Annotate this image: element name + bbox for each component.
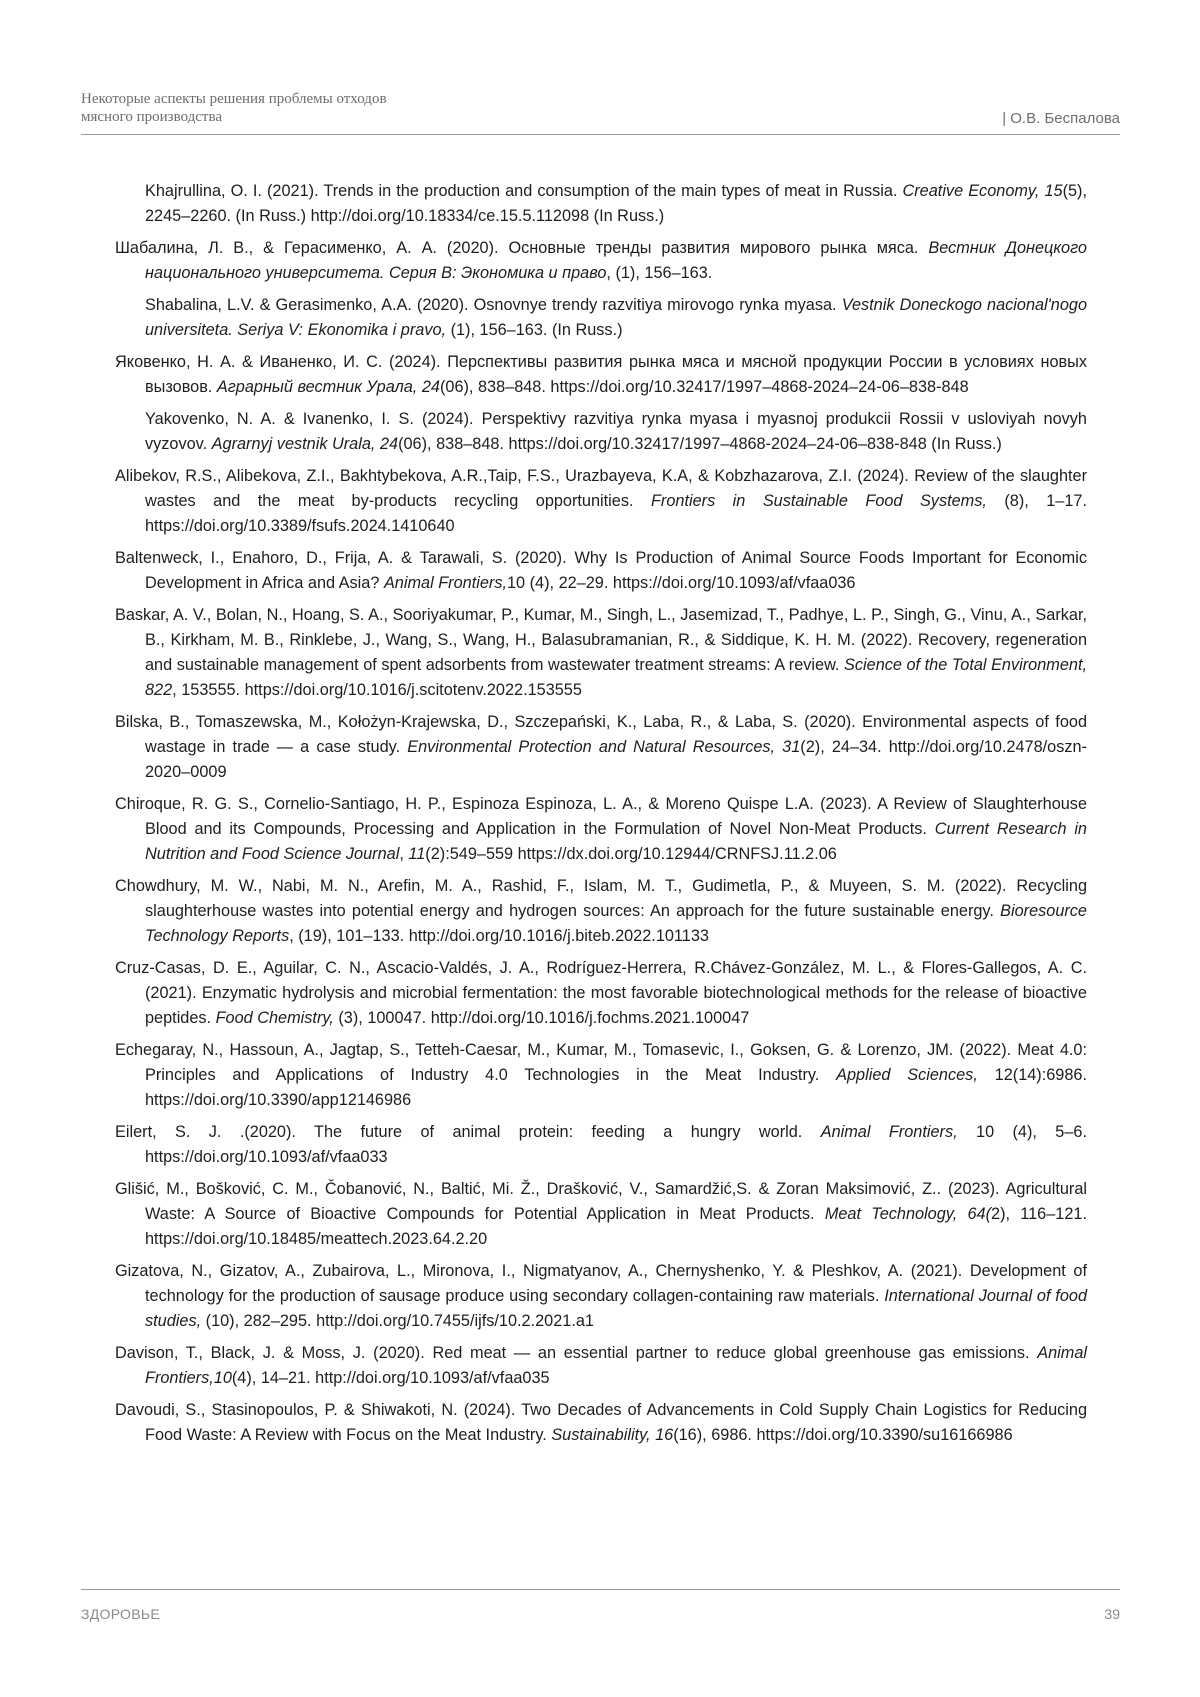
reference-text: Яковенко, Н. А. & Иваненко, И. С. (2024). Перспективы развития рынка мяса и мясной продукции России в условиях новых вызовов. — [115, 353, 1087, 396]
reference-entry — [115, 464, 1087, 539]
reference-italic-text: Sustainability, 16 — [551, 1426, 674, 1444]
reference-text: Khajrullina, O. I. (2021). Trends in the production and consumption of the main types of meat in Russia. — [145, 182, 903, 200]
reference-text: Yakovenko, N. A. & Ivanenko, I. S. (2024). Perspektivy razvitiya rynka myasa i myasnoj produkcii Rossii v usloviyah novyh vyzovov. — [145, 410, 1087, 453]
reference-entry — [115, 350, 1087, 400]
reference-text: (16), 6986. https://doi.org/10.3390/su16166986 — [673, 1426, 1013, 1444]
reference-italic-text: Current Research in Nutrition and Food Science Journal — [145, 820, 1087, 863]
reference-text: Echegaray, N., Hassoun, A., Jagtap, S., Tetteh-Caesar, M., Kumar, M., Tomasevic, I., Goksen, G. & Lorenzo, JM. (2022). Meat 4.0: Principles and Applications of Industry 4.0 Technologies in the Meat Industry. — [115, 1041, 1087, 1084]
reference-entry — [115, 179, 1087, 229]
reference-list — [115, 179, 1087, 1455]
reference-text: 12(14):6986. https://doi.org/10.3390/app12146986 — [145, 1066, 1087, 1109]
article-title-line-2: мясного производства — [81, 109, 223, 125]
reference-italic-text: Animal Frontiers, — [383, 574, 507, 592]
reference-entry — [115, 236, 1087, 286]
reference-italic-text: Meat Technology, 64( — [824, 1205, 992, 1223]
reference-italic-text: 11 — [408, 845, 426, 863]
reference-entry — [115, 603, 1087, 703]
reference-italic-text: International Journal of food studies, — [145, 1287, 1087, 1330]
page-number: 39 — [1104, 1606, 1120, 1622]
reference-text: Шабалина, Л. В., & Герасименко, А. А. (2020). Основные тренды развития мирового рынка мяса. — [115, 239, 929, 257]
reference-text: , — [399, 845, 409, 863]
reference-text: (8), 1–17. https://doi.org/10.3389/fsufs.2024.1410640 — [145, 492, 1088, 535]
reference-text: (4), 14–21. http://doi.org/10.1093/af/vfaa035 — [231, 1369, 550, 1387]
reference-entry — [115, 1038, 1087, 1113]
reference-italic-text: Animal Frontiers,10 — [145, 1344, 1087, 1387]
reference-text: Shabalina, L.V. & Gerasimenko, A.A. (2020). Osnovnye trendy razvitiya mirovogo rynka myasa. — [145, 296, 842, 314]
reference-text: Bilska, B., Tomaszewska, M., Kołożyn-Krajewska, D., Szczepański, K., Laba, R., & Laba, S. (2020). Environmental aspects of food wastage in trade — a case study. — [115, 713, 1087, 756]
article-title-line-1: Некоторые аспекты решения проблемы отходов — [81, 91, 387, 107]
reference-text: Glišić, M., Bošković, C. M., Čobanović, N., Baltić, Mi. Ž., Drašković, V., Samardžić,S. & Zoran Maksimović, Z.. (2023). Agricultural Waste: A Source of Bioactive Compounds for Potential Application in Meat Products. — [115, 1180, 1087, 1223]
reference-entry — [115, 293, 1087, 343]
reference-text: , 153555. https://doi.org/10.1016/j.scitotenv.2022.153555 — [172, 681, 582, 699]
reference-text: (06), 838–848. https://doi.org/10.32417/1997–4868-2024–24-06–838-848 (In Russ.) — [398, 435, 1002, 453]
reference-text: Davison, T., Black, J. & Moss, J. (2020). Red meat — an essential partner to reduce global greenhouse gas emissions. — [115, 1344, 1038, 1362]
reference-italic-text: Bioresource Technology Reports — [145, 902, 1087, 945]
reference-text: (2):549–559 https://dx.doi.org/10.12944/CRNFSJ.11.2.06 — [425, 845, 837, 863]
journal-section: ЗДОРОВЬЕ — [81, 1606, 161, 1622]
reference-entry — [115, 1177, 1087, 1252]
reference-italic-text: Frontiers in Sustainable Food Systems, — [650, 492, 987, 510]
reference-text: Baltenweck, I., Enahoro, D., Frija, A. & Tarawali, S. (2020). Why Is Production of Animal Source Foods Important for Economic Development in Africa and Asia? — [115, 549, 1087, 592]
reference-text: (5), 2245–2260. (In Russ.) http://doi.org/10.18334/ce.15.5.112098 (In Russ.) — [145, 182, 1087, 225]
reference-text: Davoudi, S., Stasinopoulos, P. & Shiwakoti, N. (2024). Two Decades of Advancements in Cold Supply Chain Logistics for Reducing Food Waste: A Review with Focus on the Meat Industry. — [115, 1401, 1087, 1444]
reference-italic-text: Creative Economy, 15 — [902, 182, 1063, 200]
reference-text: Chiroque, R. G. S., Cornelio-Santiago, H. P., Espinoza Espinoza, L. A., & Moreno Quispe L.A. (2023). A Review of Slaughterhouse Blood and its Compounds, Processing and Application in the Formulation of Novel Non-Meat Products. — [115, 795, 1087, 838]
reference-entry — [115, 1341, 1087, 1391]
reference-italic-text: Food Chemistry, — [215, 1009, 334, 1027]
reference-entry — [115, 710, 1087, 785]
reference-entry — [115, 1120, 1087, 1170]
reference-italic-text: Science of the Total Environment, 822 — [145, 656, 1087, 699]
reference-text: (2), 24–34. http://doi.org/10.2478/oszn-2020–0009 — [145, 738, 1087, 781]
reference-text: (1), 156–163. (In Russ.) — [446, 321, 623, 339]
reference-entry — [115, 956, 1087, 1031]
reference-text: Alibekov, R.S., Alibekova, Z.I., Bakhtybekova, A.R.,Taip, F.S., Urazbayeva, K.A, & Kobzhazarova, Z.I. (2024). Review of the slaughter wastes and the meat by-products recycling opportunities. — [115, 467, 1087, 510]
reference-text: Chowdhury, M. W., Nabi, M. N., Arefin, M. A., Rashid, F., Islam, M. T., Gudimetla, P., & Muyeen, S. M. (2022). Recycling slaughterhouse wastes into potential energy and hydrogen sources: An approach for the future sustainable energy. — [115, 877, 1087, 920]
reference-italic-text: Applied Sciences, — [836, 1066, 978, 1084]
author-name: | О.В. Беспалова — [1002, 110, 1120, 127]
reference-italic-text: Аграрный вестник Урала, 24 — [216, 378, 440, 396]
reference-text: (3), 100047. http://doi.org/10.1016/j.fochms.2021.100047 — [333, 1009, 750, 1027]
reference-text: (06), 838–848. https://doi.org/10.32417/1997–4868-2024–24-06–838-848 — [439, 378, 969, 396]
reference-text: , (1), 156–163. — [606, 264, 713, 282]
running-footer — [81, 1589, 1120, 1622]
reference-text: , (19), 101–133. http://doi.org/10.1016/j.biteb.2022.101133 — [289, 927, 709, 945]
reference-italic-text: Animal Frontiers, — [820, 1123, 958, 1141]
reference-text: Gizatova, N., Gizatov, A., Zubairova, L., Mironova, I., Nigmatyanov, A., Chernyshenko, Y. & Pleshkov, A. (2021). Development of technology for the production of sausage produce using secondary collagen-containing raw materials. — [115, 1262, 1087, 1305]
reference-text: Cruz-Casas, D. E., Aguilar, C. N., Ascacio-Valdés, J. A., Rodríguez-Herrera, R.Chávez-González, M. L., & Flores-Gallegos, A. C. (2021). Enzymatic hydrolysis and microbial fermentation: the most favorable biotechnological methods for the release of bioactive peptides. — [115, 959, 1087, 1027]
reference-italic-text: Environmental Protection and Natural Resources, 31 — [407, 738, 801, 756]
reference-text: 10 (4), 22–29. https://doi.org/10.1093/af/vfaa036 — [507, 574, 856, 592]
running-header — [81, 90, 1120, 135]
reference-italic-text: Вестник Донецкого национального университета. Серия В: Экономика и право — [145, 239, 1087, 282]
reference-text: (10), 282–295. http://doi.org/10.7455/ijfs/10.2.2021.a1 — [201, 1312, 594, 1330]
reference-entry — [115, 546, 1087, 596]
reference-text: 10 (4), 5–6. https://doi.org/10.1093/af/vfaa033 — [145, 1123, 1087, 1166]
reference-text: 2), 116–121. https://doi.org/10.18485/meattech.2023.64.2.20 — [145, 1205, 1087, 1248]
reference-entry — [115, 792, 1087, 867]
reference-entry — [115, 1398, 1087, 1448]
reference-text: Eilert, S. J. .(2020). The future of animal protein: feeding a hungry world. — [115, 1123, 821, 1141]
reference-italic-text: Vestnik Doneckogo nacional'nogo universiteta. Seriya V: Ekonomika i pravo, — [145, 296, 1088, 339]
reference-entry — [115, 407, 1087, 457]
reference-entry — [115, 1259, 1087, 1334]
reference-entry — [115, 874, 1087, 949]
reference-text: Baskar, A. V., Bolan, N., Hoang, S. A., Sooriyakumar, P., Kumar, M., Singh, L., Jasemizad, T., Padhye, L. P., Singh, G., Vinu, A., Sarkar, B., Kirkham, M. B., Rinklebe, J., Wang, S., Wang, H., Balasubramanian, R., & Siddique, K. H. M. (2022). Recovery, regeneration and sustainable management of spent adsorbents from wastewater treatment streams: A review. — [115, 606, 1087, 674]
article-title — [81, 90, 387, 126]
reference-italic-text: Agrarnyj vestnik Urala, 24 — [211, 435, 399, 453]
